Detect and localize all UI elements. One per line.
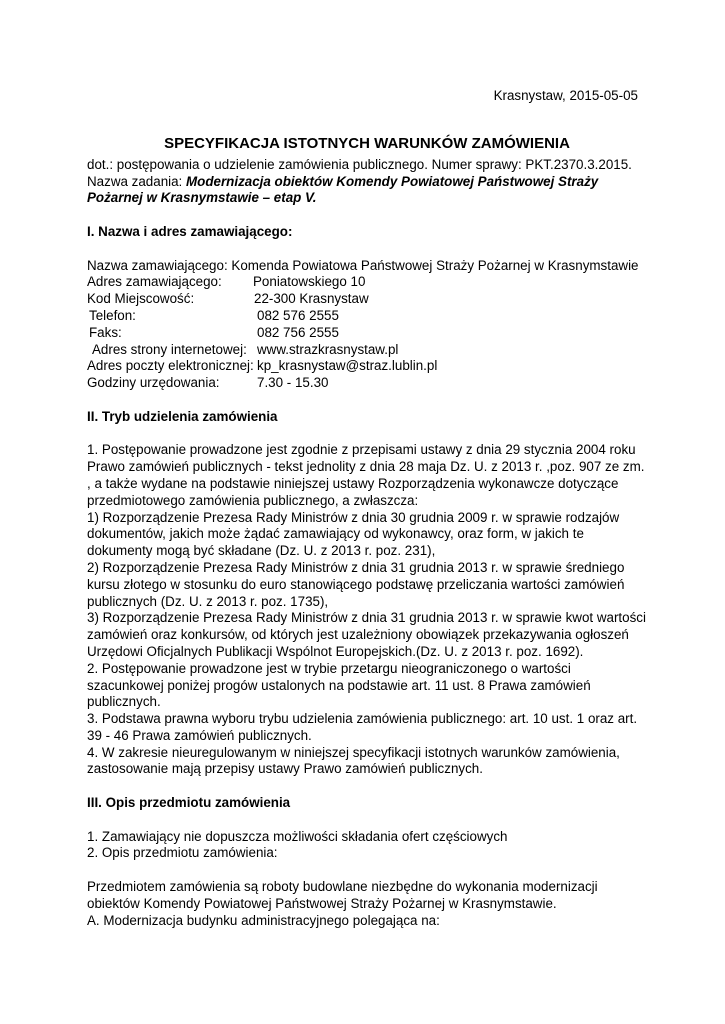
contracting-authority-name: Nazwa zamawiającego: Komenda Powiatowa Państwowej Straży Pożarnej w Krasnymstawie: [87, 257, 639, 273]
task-name: Modernizacja obiektów Komendy Powiatowej Państwowej Straży Pożarnej w Krasnymstawie – etap V.: [87, 173, 599, 206]
section-2-heading: II. Tryb udzielenia zamówienia: [87, 408, 278, 424]
contact-row: [87, 325, 647, 342]
intro-prefix: dot.: postępowania o udzielenie zamówienia publicznego. Numer sprawy: PKT.2370.3.2015. Nazwa zadania:: [87, 156, 632, 189]
contact-label: Telefon:: [89, 307, 136, 323]
section-3-item: 1. Zamawiający nie dopuszcza możliwości składania ofert częściowych: [87, 828, 508, 844]
section-3-item: 2. Opis przedmiotu zamówienia:: [87, 845, 278, 861]
contact-label: Adres zamawiającego:: [87, 274, 222, 290]
document-date: Krasnystaw, 2015-05-05: [493, 88, 638, 103]
contact-value: 082 576 2555: [257, 307, 339, 323]
subject-subitem-a: A. Modernizacja budynku administracyjnego polegająca na:: [87, 912, 440, 928]
contact-label: Kod Miejscowość:: [87, 291, 195, 307]
section-2-paragraph: 1. Postępowanie prowadzone jest zgodnie z przepisami ustawy z dnia 29 stycznia 2004 roku Prawo zamówień publicznych - tekst jednolity z dnia 28 maja Dz. U. z 2013 r. ,poz. 907 ze zm. , a także wydane na podstawie niniejszej ustawy Rozporządzenia wykonawcze dotyczące przedmiotowego zamówienia publicznego, a zwłaszcza:: [87, 442, 645, 508]
contact-value: 082 756 2555: [257, 324, 339, 340]
section-3-heading: III. Opis przedmiotu zamówienia: [87, 795, 291, 811]
contact-label: Godziny urzędowania:: [87, 375, 220, 391]
contact-label: Adres strony internetowej:: [89, 341, 247, 357]
document-title: SPECYFIKACJA ISTOTNYCH WARUNKÓW ZAMÓWIENIA: [164, 135, 570, 152]
contact-row: [87, 274, 647, 291]
intro-paragraph: [87, 157, 647, 207]
contact-row: [87, 375, 647, 392]
contact-value: Poniatowskiego 10: [253, 274, 366, 290]
contact-value: 7.30 - 15.30: [257, 375, 329, 391]
section-2-paragraph: 3) Rozporządzenie Prezesa Rady Ministrów z dnia 31 grudnia 2013 r. w sprawie kwot wartości zamówień oraz konkursów, od których jest uzależniony obowiązek przekazywania ogłoszeń Urzędowi Oficjalnych Publikacji Wspólnot Europejskich.(Dz. U. z 2013 r. poz. 1692).: [87, 610, 646, 659]
contact-row: [87, 291, 647, 308]
section-1-heading: I. Nazwa i adres zamawiającego:: [87, 223, 293, 239]
contact-label: Adres poczty elektronicznej:: [87, 358, 254, 374]
section-2-paragraph: 2) Rozporządzenie Prezesa Rady Ministrów z dnia 31 grudnia 2013 r. w sprawie średniego kursu złotego w stosunku do euro stanowiącego podstawę przeliczania wartości zamówień publicznych (Dz. U. z 2013 r. poz. 1735),: [87, 559, 625, 609]
contact-row: [87, 342, 647, 359]
contact-value: www.strazkrasnystaw.pl: [257, 341, 399, 357]
section-2-paragraph: 3. Podstawa prawna wyboru trybu udzielenia zamówienia publicznego: art. 10 ust. 1 oraz art. 39 - 46 Prawa zamówień publicznych.: [87, 711, 638, 743]
section-2-paragraph: 4. W zakresie nieuregulowanym w niniejszej specyfikacji istotnych warunków zamówienia, zastosowanie mają przepisy ustawy Prawo zamówień publicznych.: [87, 744, 620, 777]
contact-label: Faks:: [89, 324, 122, 340]
section-2-paragraph: 2. Postępowanie prowadzone jest w trybie przetargu nieograniczonego o wartości szacunkowej poniżej progów ustalonych na podstawie art. 11 ust. 8 Prawa zamówień publicznych.: [87, 660, 591, 710]
contact-row: [87, 358, 647, 375]
document-body: [87, 136, 647, 929]
subject-description: Przedmiotem zamówienia są roboty budowlane niezbędne do wykonania modernizacji obiektów Komendy Powiatowej Państwowej Straży Pożarnej w Krasnymstawie.: [87, 879, 598, 911]
section-2-paragraph: 1) Rozporządzenie Prezesa Rady Ministrów z dnia 30 grudnia 2009 r. w sprawie rodzajów dokumentów, jakich może żądać zamawiający od wykonawcy, oraz form, w jakich te dokumenty mogą być składane (Dz. U. z 2013 r. poz. 231),: [87, 509, 620, 559]
contact-value: kp_krasnystaw@straz.lublin.pl: [257, 358, 438, 374]
contact-value: 22-300 Krasnystaw: [254, 291, 369, 307]
contact-row: [87, 308, 647, 325]
